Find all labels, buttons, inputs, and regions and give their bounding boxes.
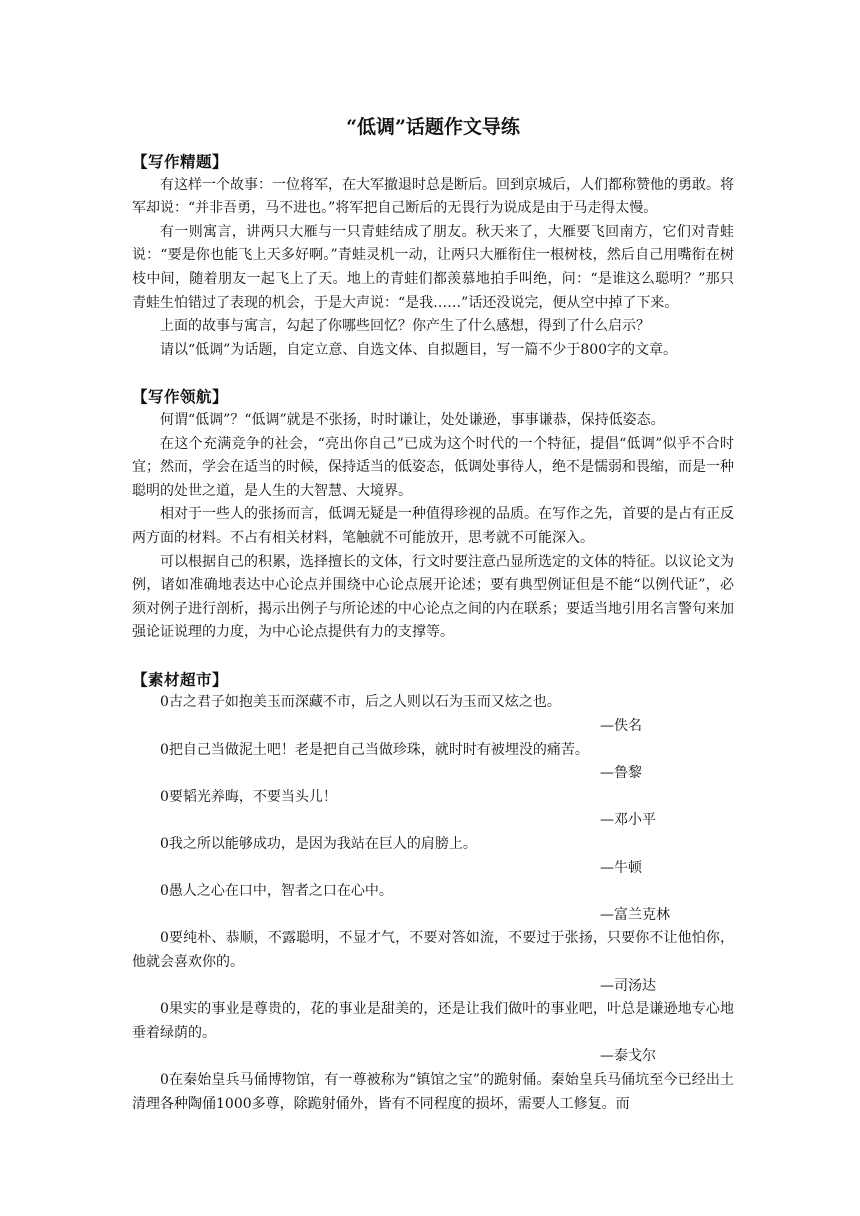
paragraph: 请以“低调”为话题，自定立意、自选文体、自拟题目，写一篇不少于800字的文章。	[160, 341, 678, 358]
paragraph: 在这个充满竞争的社会，“亮出你自己”已成为这个时代的一个特征，提倡“低调”似乎不合时宜；然而，学会在适当的时候，保持适当的低姿态，低调处事待人，绝不是懦弱和畏缩，而是一种聪明的处世之道，是人生的大智慧、大境界。	[132, 435, 734, 499]
paragraph: 何谓“低调”？“低调”就是不张扬，时时谦让，处处谦逊，事事谦恭，保持低姿态。	[160, 411, 665, 428]
paragraph: 可以根据自己的积累，选择擅长的文体，行文时要注意凸显所选定的文体的特征。以议论文为例，诸如准确地表达中心论点并围绕中心论点展开论述；要有典型例证但是不能“以例代证”，必须对例子进行剖析，揭示出例子与所论述的中心论点之间的内在联系；要适当地引用名言警句来加强论证说理的力度，为中心论点提供有力的支撑等。	[132, 553, 734, 641]
quote-source: —鲁黎	[600, 765, 642, 782]
quote-source: —牛顿	[600, 859, 642, 876]
section-heading-materials: 【素材超市】	[132, 669, 229, 689]
quote-source: —佚名	[600, 718, 642, 735]
paragraph: 有这样一个故事：一位将军，在大军撤退时总是断后。回到京城后，人们都称赞他的勇敢。将军却说：“并非吾勇，马不进也。”将军把自己断后的无畏行为说成是由于马走得太慢。	[132, 176, 734, 217]
quote-source: —司汤达	[600, 977, 656, 994]
quote-text: 0把自己当做泥土吧！老是把自己当做珍珠，就时时有被埋没的痛苦。	[160, 741, 589, 758]
paragraph: 有一则寓言，讲两只大雁与一只青蛙结成了朋友。秋天来了，大雁要飞回南方，它们对青蛙说：“要是你也能飞上天多好啊。”青蛙灵机一动，让两只大雁衔住一根树枝，然后自己用嘴衔在树枝中间，随着朋友一起飞上了天。地上的青蛙们都羡慕地拍手叫绝，问：“是谁这么聪明？”那只青蛙生怕错过了表现的机会，于是大声说：“是我……”话还没说完，便从空中掉了下来。	[132, 223, 734, 311]
quote-text: 0愚人之心在口中，智者之口在心中。	[160, 883, 393, 900]
quote-text: 0古之君子如抱美玉而深藏不市，后之人则以石为玉而又炫之也。	[160, 694, 561, 711]
section-heading-guide: 【写作领航】	[132, 387, 229, 407]
paragraph: 相对于一些人的张扬而言，低调无疑是一种值得珍视的品质。在写作之先，首要的是占有正反两方面的材料。不占有相关材料，笔触就不可能放开，思考就不可能深入。	[132, 506, 734, 546]
document-page	[132, 112, 734, 1116]
quote-source: —泰戈尔	[600, 1048, 656, 1065]
paragraph: 上面的故事与寓言，勾起了你哪些回忆？你产生了什么感想，得到了什么启示？	[160, 318, 650, 335]
quote-text: 0要韬光养晦，不要当头儿！	[160, 788, 337, 805]
quote-text: 0果实的事业是尊贵的，花的事业是甜美的，还是让我们做叶的事业吧，叶总是谦逊地专心地垂着绿荫的。	[132, 1001, 734, 1041]
quote-text: 0我之所以能够成功，是因为我站在巨人的肩膀上。	[160, 836, 477, 853]
quote-source: —邓小平	[600, 812, 656, 829]
quote-text: 0在秦始皇兵马俑博物馆，有一尊被称为“镇馆之宝”的跪射俑。秦始皇兵马俑坑至今已经出土清理各种陶俑1000多尊，除跪射俑外，皆有不同程度的损坏，需要人工修复。而	[132, 1071, 734, 1112]
quote-source: —富兰克林	[600, 906, 670, 923]
document-title: “低调”话题作文导练	[346, 116, 520, 138]
quote-text: 0要纯朴、恭顺，不露聪明，不显才气，不要对答如流，不要过于张扬，只要你不让他怕你，他就会喜欢你的。	[132, 930, 734, 970]
section-heading-prompt: 【写作精题】	[132, 152, 229, 171]
